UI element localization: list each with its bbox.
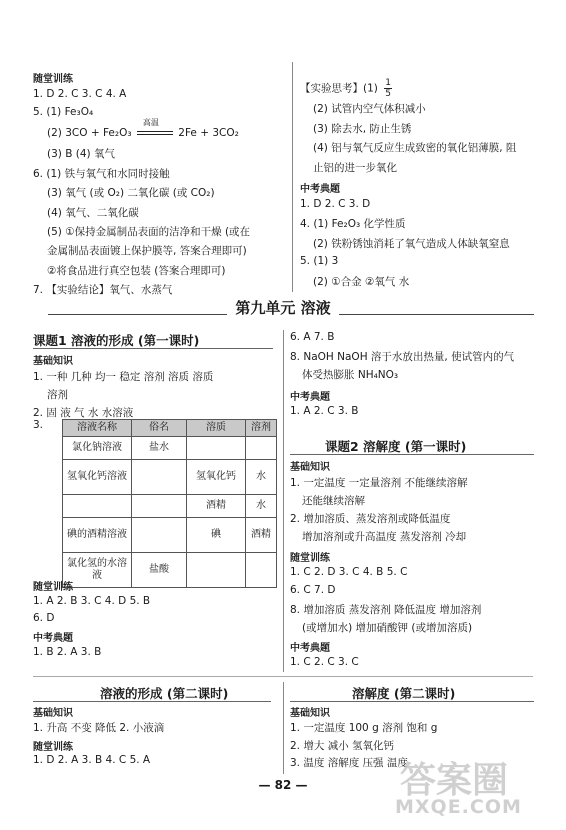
title-underline	[290, 454, 534, 455]
table-header: 溶质	[187, 420, 246, 437]
section-heading: 中考典题	[300, 184, 340, 195]
lesson-title: 课题1 溶液的形成 (第一课时)	[33, 333, 200, 348]
answer-line: 1. 一定温度 一定量溶剂 不能继续溶解	[290, 477, 468, 489]
table-header: 溶剂	[246, 420, 277, 437]
answer-line: 增加溶剂或升高温度 蒸发溶剂 冷却	[302, 531, 467, 543]
section-heading: 基础知识	[33, 708, 73, 719]
table-cell: 酒精	[187, 495, 246, 518]
column-divider	[292, 62, 293, 292]
watermark-url: MXQE.COM	[395, 796, 522, 818]
table-cell: 氯化钠溶液	[63, 437, 132, 460]
unit-title	[0, 297, 566, 318]
section-heading: 随堂训练	[33, 582, 73, 593]
answer-line: 7. 【实验结论】氧气、水蒸气	[33, 284, 173, 296]
table-cell: 氯化氢的水溶液	[63, 553, 132, 588]
answer-line: (3) 氧气 (或 O₂) 二氧化碳 (或 CO₂)	[47, 187, 215, 199]
answer-line: 5. (1) 3	[300, 255, 339, 267]
table-header: 溶液名称	[63, 420, 132, 437]
answer-line: 2. 固 液 气 水 水溶液	[33, 407, 134, 419]
equation-arrow	[135, 118, 175, 139]
answer-line: (2) 试管内空气体积减小	[313, 103, 426, 115]
answer-line: (2) 铁粉锈蚀消耗了氧气造成人体缺氧窒息	[313, 238, 510, 250]
answer-line: (4) 氧气、二氧化碳	[47, 207, 139, 219]
watermark-logo: 答案圈	[400, 760, 509, 801]
answer-line	[300, 78, 392, 99]
section-heading: 基础知识	[33, 356, 73, 367]
table-cell: 碘的酒精溶液	[63, 518, 132, 553]
answer-line: 1. B 2. A 3. B	[33, 646, 102, 658]
table-cell: 酒精	[246, 518, 277, 553]
section-heading: 随堂训练	[33, 742, 73, 753]
table-cell	[132, 518, 187, 553]
answer-line: (5) ①保持金属制品表面的洁净和干燥 (或在	[47, 226, 251, 238]
column-divider	[283, 330, 284, 672]
answer-line: 8. 增加溶质 蒸发溶剂 降低温度 增加溶剂	[290, 604, 482, 616]
section-heading: 中考典题	[290, 643, 330, 654]
answer-line: 4. (1) Fe₂O₃ 化学性质	[300, 218, 406, 230]
table-row	[63, 553, 277, 588]
lesson-title: 溶液的形成 (第二课时)	[100, 686, 229, 701]
section-heading: 中考典题	[290, 392, 330, 403]
answer-line: 3. 温度 溶解度 压强 温度	[290, 757, 408, 769]
section-heading: 基础知识	[290, 462, 330, 473]
equation-line	[47, 118, 239, 139]
column-divider	[283, 682, 284, 774]
title-underline	[33, 701, 271, 702]
table-cell	[63, 495, 132, 518]
table-row	[63, 495, 277, 518]
answer-line: 3.	[33, 419, 44, 431]
answer-line: 6. (1) 铁与氧气和水同时接触	[33, 168, 170, 180]
answer-line: 6. C 7. D	[290, 584, 336, 596]
table-cell: 碘	[187, 518, 246, 553]
table-cell: 盐水	[132, 437, 187, 460]
answer-line: (或增加水) 增加硝酸钾 (或增加溶质)	[302, 622, 473, 634]
table-cell	[132, 460, 187, 495]
table-row	[63, 460, 277, 495]
answer-line: 2. 增大 减小 氢氧化钙	[290, 740, 395, 752]
answer-line: 1. C 2. D 3. C 4. B 5. C	[290, 566, 408, 578]
table-cell	[132, 495, 187, 518]
answer-line: 1. 升高 不变 降低 2. 小液滴	[33, 722, 165, 734]
answer-line: 止铝的进一步氧化	[313, 162, 397, 174]
page-number: — 82 —	[258, 778, 308, 792]
answer-line: (3) 除去水, 防止生锈	[313, 123, 412, 135]
table-cell	[246, 553, 277, 588]
table-cell	[187, 437, 246, 460]
fraction-numerator: 1	[385, 78, 391, 88]
table-header: 俗名	[132, 420, 187, 437]
answer-line: 1. 一定温度 100 g 溶剂 饱和 g	[290, 722, 438, 734]
table-row	[63, 437, 277, 460]
fraction-denominator: 5	[385, 89, 391, 99]
answer-line: 还能继续溶解	[302, 495, 365, 507]
solution-table	[62, 419, 277, 588]
answer-line: 1. A 2. B 3. C 4. D 5. B	[33, 595, 151, 607]
lesson-title: 溶解度 (第二课时)	[352, 686, 456, 701]
table-cell: 水	[246, 495, 277, 518]
answer-line: 1. C 2. C 3. C	[290, 656, 359, 668]
table-cell	[246, 437, 277, 460]
section-heading: 随堂训练	[290, 553, 330, 564]
answer-line: ②将食品进行真空包装 (答案合理即可)	[47, 265, 226, 277]
title-underline	[33, 348, 273, 349]
answer-line: 8. NaOH NaOH 溶于水放出热量, 使试管内的气	[290, 351, 515, 363]
answer-line: 6. D	[33, 612, 55, 624]
section-heading: 中考典题	[33, 633, 73, 644]
answer-line: (2) ①合金 ②氧气 水	[313, 276, 410, 288]
fraction	[384, 78, 392, 99]
unit-title-text: 第九单元 溶液	[227, 299, 338, 317]
lesson-title: 课题2 溶解度 (第一课时)	[325, 439, 467, 454]
answer-line: 1. D 2. A 3. B 4. C 5. A	[33, 754, 151, 766]
table-cell: 氢氧化钙	[187, 460, 246, 495]
table-row	[63, 518, 277, 553]
section-heading: 随堂训练	[33, 74, 73, 85]
equation-right: 2Fe + 3CO₂	[178, 127, 239, 139]
table-cell: 盐酸	[132, 553, 187, 588]
table-cell: 氢氧化钙溶液	[63, 460, 132, 495]
table-header-row	[63, 420, 277, 437]
answer-line: 1. A 2. C 3. B	[290, 405, 359, 417]
answer-line: (3) B (4) 氧气	[47, 148, 115, 160]
answer-line: 体受热膨胀 NH₄NO₃	[302, 369, 399, 381]
answer-line: 5. (1) Fe₃O₄	[33, 106, 94, 118]
answer-line: 1. 一种 几种 均一 稳定 溶剂 溶质 溶质	[33, 371, 214, 383]
table-cell: 水	[246, 460, 277, 495]
answer-line: 1. D 2. C 3. C 4. A	[33, 88, 127, 100]
equals-sign	[137, 131, 173, 135]
experiment-label: 【实验思考】(1)	[300, 82, 378, 95]
answer-line: (4) 铝与氧气反应生成致密的氧化铝薄膜, 阻	[313, 142, 517, 154]
table-cell	[187, 553, 246, 588]
section-divider	[33, 676, 533, 677]
answer-line: 溶剂	[47, 389, 68, 401]
answer-line: 1. D 2. C 3. D	[300, 198, 371, 210]
title-underline	[290, 701, 534, 702]
section-heading: 基础知识	[290, 708, 330, 719]
answer-line: 6. A 7. B	[290, 331, 335, 343]
answer-line: 金属制品表面镀上保护膜等, 答案合理即可)	[47, 245, 247, 257]
answer-line: 2. 增加溶质、蒸发溶剂或降低温度	[290, 513, 451, 525]
equation-left: (2) 3CO + Fe₂O₃	[47, 127, 132, 139]
equation-condition: 高温	[142, 118, 159, 127]
